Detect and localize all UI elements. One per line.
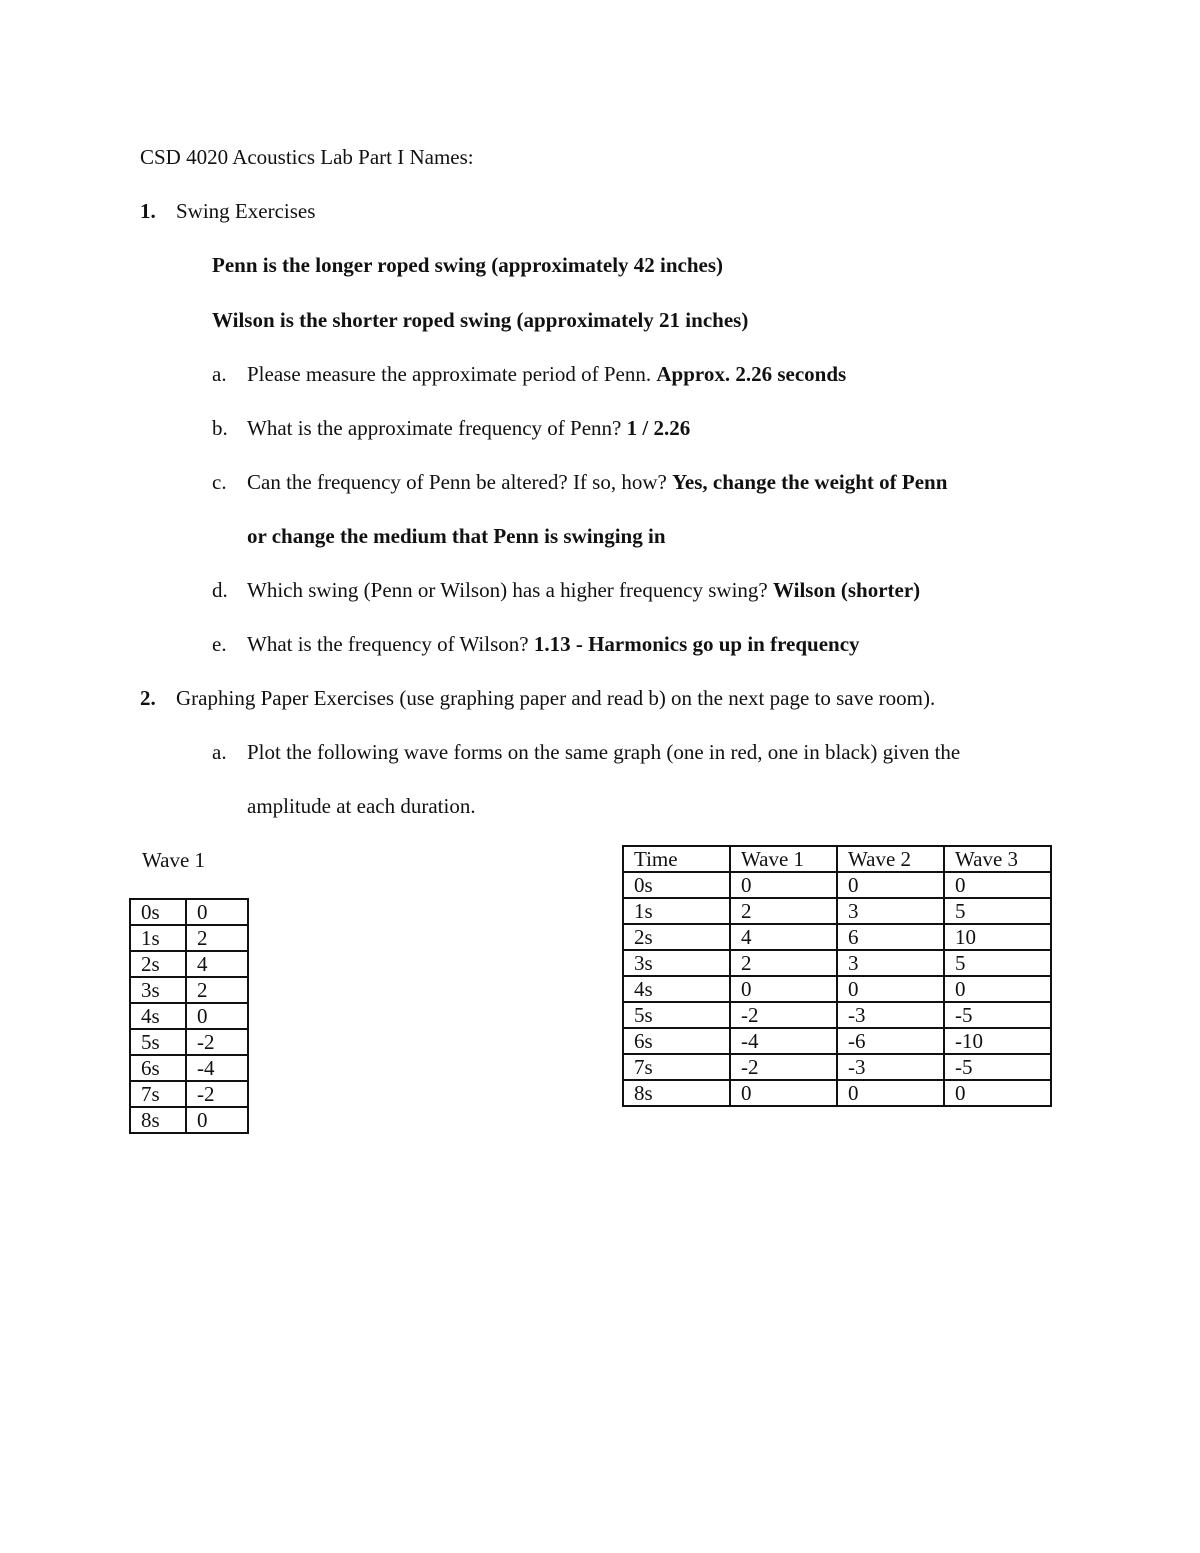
table-row xyxy=(130,1029,248,1055)
table-cell: 6s xyxy=(623,1028,730,1054)
table-cell: 5s xyxy=(130,1029,186,1055)
column-header-time: Time xyxy=(623,846,730,872)
item-letter-2a: a. xyxy=(212,740,227,764)
table-cell: 3s xyxy=(623,950,730,976)
table-row xyxy=(623,1028,1051,1054)
table-cell: 5 xyxy=(944,898,1051,924)
table-row xyxy=(623,872,1051,898)
table-cell: 6 xyxy=(837,924,944,950)
table-row xyxy=(130,977,248,1003)
table-row xyxy=(130,925,248,951)
section-2-title: Graphing Paper Exercises (use graphing paper and read b) on the next page to save room). xyxy=(176,686,936,710)
section-1-title: Swing Exercises xyxy=(176,199,316,223)
answer-c: Yes, change the weight of Penn xyxy=(672,470,948,494)
table-cell: 4 xyxy=(730,924,837,950)
table-cell: 1s xyxy=(623,898,730,924)
table-cell: -3 xyxy=(837,1002,944,1028)
table-cell: -2 xyxy=(730,1054,837,1080)
table-cell: 4 xyxy=(186,951,248,977)
question-a xyxy=(247,362,846,386)
table-cell: 0 xyxy=(730,976,837,1002)
waves-table xyxy=(622,845,1052,1107)
table-cell: 0 xyxy=(730,1080,837,1106)
wilson-note: Wilson is the shorter roped swing (approximately 21 inches) xyxy=(212,308,749,332)
table-cell: 2s xyxy=(623,924,730,950)
document-title: CSD 4020 Acoustics Lab Part I Names: xyxy=(140,145,474,169)
table-cell: 8s xyxy=(623,1080,730,1106)
question-d xyxy=(247,578,920,602)
table-cell: 0 xyxy=(730,872,837,898)
table-cell: -2 xyxy=(186,1081,248,1107)
table-cell: -2 xyxy=(730,1002,837,1028)
table-row xyxy=(623,924,1051,950)
table-cell: -4 xyxy=(186,1055,248,1081)
item-letter-c: c. xyxy=(212,470,227,494)
answer-d: Wilson (shorter) xyxy=(772,578,921,602)
table-cell: 7s xyxy=(130,1081,186,1107)
table-row xyxy=(623,1080,1051,1106)
answer-b: 1 / 2.26 xyxy=(626,416,691,440)
table-cell: 7s xyxy=(623,1054,730,1080)
question-b-text: What is the approximate frequency of Penn? xyxy=(247,416,627,440)
table-cell: -3 xyxy=(837,1054,944,1080)
answer-e: 1.13 - Harmonics go up in frequency xyxy=(533,632,860,656)
table-cell: 0 xyxy=(837,976,944,1002)
table-row xyxy=(130,1055,248,1081)
question-c-text: Can the frequency of Penn be altered? If so, how? xyxy=(247,470,673,494)
table-cell: 4s xyxy=(623,976,730,1002)
table-cell: 4s xyxy=(130,1003,186,1029)
question-e-text: What is the frequency of Wilson? xyxy=(247,632,534,656)
table-cell: -2 xyxy=(186,1029,248,1055)
table-cell: 3 xyxy=(837,898,944,924)
table-cell: 0 xyxy=(837,872,944,898)
table-cell: 5 xyxy=(944,950,1051,976)
table-cell: 0 xyxy=(944,976,1051,1002)
table-cell: 2 xyxy=(186,977,248,1003)
wave1-label: Wave 1 xyxy=(142,848,206,872)
table-cell: 0 xyxy=(837,1080,944,1106)
table-cell: -5 xyxy=(944,1054,1051,1080)
table-row xyxy=(623,1002,1051,1028)
table-cell: -5 xyxy=(944,1002,1051,1028)
table-cell: 2 xyxy=(730,898,837,924)
table-cell: 0 xyxy=(944,1080,1051,1106)
column-header-wave1: Wave 1 xyxy=(730,846,837,872)
table-cell: 0 xyxy=(186,1003,248,1029)
table-row xyxy=(623,976,1051,1002)
table-row xyxy=(623,950,1051,976)
table-row xyxy=(130,899,248,925)
column-header-wave3: Wave 3 xyxy=(944,846,1051,872)
wave1-table xyxy=(129,898,249,1134)
table-cell: 3 xyxy=(837,950,944,976)
table-cell: 0 xyxy=(186,899,248,925)
table-cell: 10 xyxy=(944,924,1051,950)
table-cell: 3s xyxy=(130,977,186,1003)
table-cell: -4 xyxy=(730,1028,837,1054)
section-2-number: 2. xyxy=(140,686,156,710)
table-row xyxy=(623,898,1051,924)
table-cell: 1s xyxy=(130,925,186,951)
table-cell: -10 xyxy=(944,1028,1051,1054)
table-row xyxy=(130,1003,248,1029)
table-cell: -6 xyxy=(837,1028,944,1054)
table-row xyxy=(130,951,248,977)
table-cell: 2 xyxy=(186,925,248,951)
table-row xyxy=(130,1107,248,1133)
table-cell: 0 xyxy=(944,872,1051,898)
question-a-text: Please measure the approximate period of Penn. xyxy=(247,362,657,386)
table-row xyxy=(130,1081,248,1107)
table-cell: 0s xyxy=(623,872,730,898)
instruction-2a-continued: amplitude at each duration. xyxy=(247,794,476,818)
question-c xyxy=(247,470,947,494)
instruction-2a: Plot the following wave forms on the same graph (one in red, one in black) given the xyxy=(247,740,961,764)
penn-note: Penn is the longer roped swing (approximately 42 inches) xyxy=(212,253,724,277)
item-letter-e: e. xyxy=(212,632,227,656)
table-cell: 0s xyxy=(130,899,186,925)
table-cell: 0 xyxy=(186,1107,248,1133)
table-header-row xyxy=(623,846,1051,872)
table-row xyxy=(623,1054,1051,1080)
table-cell: 5s xyxy=(623,1002,730,1028)
question-e xyxy=(247,632,860,656)
answer-a: Approx. 2.26 seconds xyxy=(656,362,847,386)
question-b xyxy=(247,416,690,440)
item-letter-d: d. xyxy=(212,578,228,602)
section-1-number: 1. xyxy=(140,199,156,223)
question-d-text: Which swing (Penn or Wilson) has a higher frequency swing? xyxy=(247,578,773,602)
table-cell: 6s xyxy=(130,1055,186,1081)
column-header-wave2: Wave 2 xyxy=(837,846,944,872)
table-cell: 2 xyxy=(730,950,837,976)
item-letter-a: a. xyxy=(212,362,227,386)
table-cell: 2s xyxy=(130,951,186,977)
table-cell: 8s xyxy=(130,1107,186,1133)
answer-c-continued: or change the medium that Penn is swinging in xyxy=(247,524,666,548)
item-letter-b: b. xyxy=(212,416,228,440)
